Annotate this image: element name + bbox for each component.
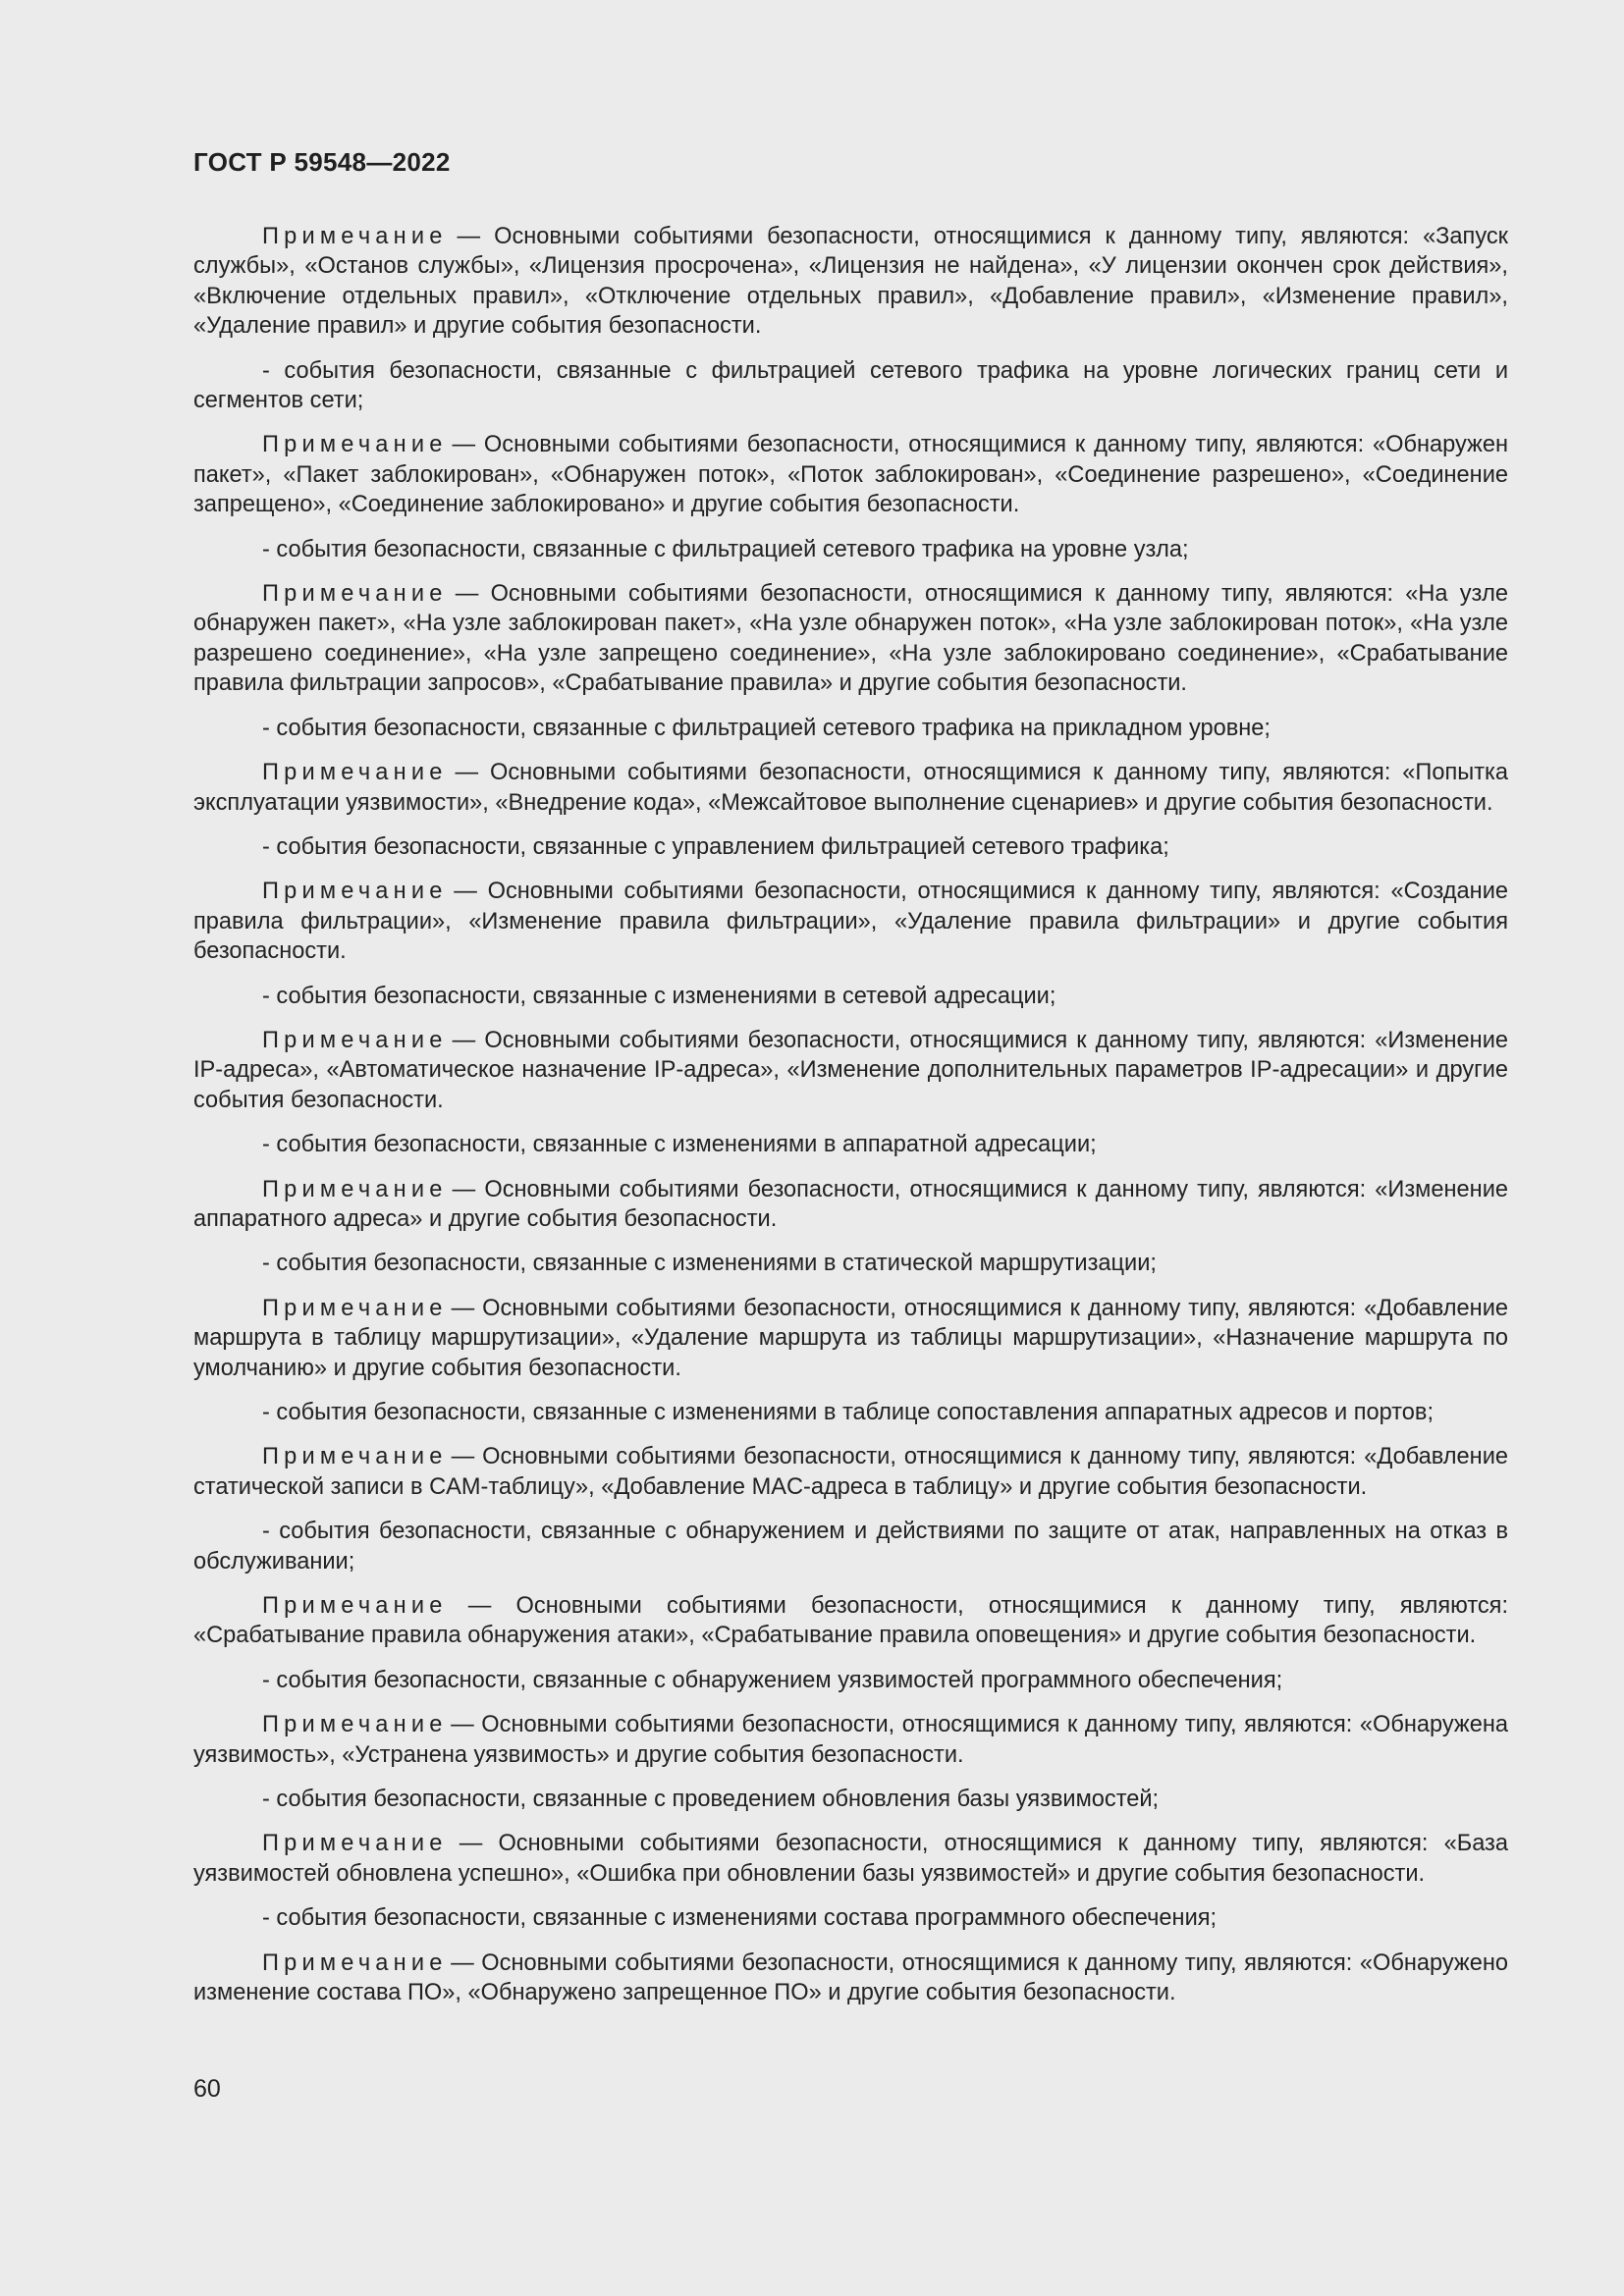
note-text: — Основными событиями безопасности, относящимися к данному типу, являются: «Добавление статической записи в CAM-таблицу», «Добавление MAC-адреса в таблицу» и другие события безопасности. (193, 1444, 1508, 1500)
list-item: - события безопасности, связанные с изменениями в таблице сопоставления аппаратных адресов и портов; (262, 1400, 1435, 1425)
note-paragraph (193, 430, 1508, 519)
note-paragraph (193, 1591, 1508, 1651)
note-label: Примечание (262, 224, 448, 249)
list-item: - события безопасности, связанные с изменениями в аппаратной адресации; (262, 1132, 1097, 1158)
note-paragraph (193, 1294, 1508, 1383)
standard-code-header: ГОСТ Р 59548—2022 (193, 147, 451, 177)
note-text: — Основными событиями безопасности, относящимися к данному типу, являются: «Обнаружен пакет», «Пакет заблокирован», «Обнаружен поток», «Поток заблокирован», «Соединение разрешено», «Соединение запрещено», «Соединение заблокировано» и другие события безопасности. (193, 432, 1508, 518)
note-paragraph (193, 1442, 1508, 1502)
list-item: - события безопасности, связанные с обнаружением и действиями по защите от атак, направленных на отказ в обслуживании; (193, 1519, 1508, 1575)
note-label: Примечание (262, 1444, 448, 1470)
note-paragraph (193, 1829, 1508, 1889)
note-label: Примечание (262, 760, 448, 786)
list-item: - события безопасности, связанные с фильтрацией сетевого трафика на уровне узла; (262, 536, 1189, 562)
list-item: - события безопасности, связанные с управлением фильтрацией сетевого трафика; (262, 833, 1169, 860)
list-item: - события безопасности, связанные с изменениями состава программного обеспечения; (262, 1905, 1218, 1932)
note-paragraph (193, 877, 1508, 966)
note-label: Примечание (262, 1831, 448, 1857)
note-text: — Основными событиями безопасности, относящимися к данному типу, являются: «Срабатывание правила обнаружения атаки», «Срабатывание правила оповещения» и другие события безопасности. (193, 1593, 1508, 1649)
list-item: - события безопасности, связанные с обнаружением уязвимостей программного обеспечения; (262, 1667, 1283, 1693)
note-text: — Основными событиями безопасности, относящимися к данному типу, являются: «Изменение IP-адреса», «Автоматическое назначение IP-адреса», «Изменение дополнительных параметров IP-адресации» и другие события безопасности. (193, 1027, 1508, 1113)
list-item: - события безопасности, связанные с фильтрацией сетевого трафика на прикладном уровне; (262, 715, 1271, 741)
note-label: Примечание (262, 1712, 448, 1738)
note-text: — Основными событиями безопасности, относящимися к данному типу, являются: «Запуск службы», «Останов службы», «Лицензия просрочена», «Лицензия не найдена», «У лицензии окончен срок действия», «Включение отдельных правил», «Отключение отдельных правил», «Добавление правил», «Изменение правил», «Удаление правил» и другие события безопасности. (193, 224, 1508, 340)
list-item: - события безопасности, связанные с проведением обновления базы уязвимостей; (262, 1787, 1160, 1813)
note-paragraph (193, 1710, 1508, 1770)
note-paragraph (193, 1026, 1508, 1115)
note-label: Примечание (262, 1593, 448, 1620)
note-label: Примечание (262, 1176, 448, 1202)
note-paragraph (193, 1949, 1508, 2008)
document-body (193, 222, 1508, 2023)
page-number: 60 (193, 2075, 221, 2103)
note-paragraph (193, 758, 1508, 818)
note-label: Примечание (262, 581, 448, 608)
note-text: — Основными событиями безопасности, относящимися к данному типу, являются: «Обнаружена уязвимость», «Устранена уязвимость» и другие события безопасности. (193, 1712, 1508, 1768)
note-text: — Основными событиями безопасности, относящимися к данному типу, являются: «Добавление маршрута в таблицу маршрутизации», «Удаление маршрута из таблицы маршрутизации», «Назначение маршрута по умолчанию» и другие события безопасности. (193, 1295, 1508, 1381)
note-text: — Основными событиями безопасности, относящимися к данному типу, являются: «База уязвимостей обновлена успешно», «Ошибка при обновлении базы уязвимостей» и другие события безопасности. (193, 1831, 1508, 1887)
note-text: — Основными событиями безопасности, относящимися к данному типу, являются: «Обнаружено изменение состава ПО», «Обнаружено запрещенное ПО» и другие события безопасности. (193, 1949, 1508, 2006)
note-paragraph (193, 222, 1508, 342)
list-item: - события безопасности, связанные с изменениями в сетевой адресации; (262, 983, 1056, 1009)
note-text: — Основными событиями безопасности, относящимися к данному типу, являются: «На узле обнаружен пакет», «На узле заблокирован пакет», «На узле обнаружен поток», «На узле заблокирован поток», «На узле разрешено соединение», «На узле запрещено соединение», «На узле заблокировано соединение», «Срабатывание правила фильтрации запросов», «Срабатывание правила» и другие события безопасности. (193, 581, 1508, 697)
note-label: Примечание (262, 1949, 448, 1976)
list-item: - события безопасности, связанные с изменениями в статической маршрутизации; (262, 1251, 1157, 1277)
note-paragraph (193, 1175, 1508, 1235)
note-label: Примечание (262, 879, 448, 905)
note-text: — Основными событиями безопасности, относящимися к данному типу, являются: «Создание правила фильтрации», «Изменение правила фильтрации», «Удаление правила фильтрации» и другие события безопасности. (193, 879, 1508, 965)
note-paragraph (193, 579, 1508, 699)
note-label: Примечание (262, 1295, 448, 1321)
note-label: Примечание (262, 1027, 448, 1053)
list-item: - события безопасности, связанные с фильтрацией сетевого трафика на уровне логических границ сети и сегментов сети; (193, 357, 1508, 414)
note-text: — Основными событиями безопасности, относящимися к данному типу, являются: «Изменение аппаратного адреса» и другие события безопасности. (193, 1176, 1508, 1232)
note-text: — Основными событиями безопасности, относящимися к данному типу, являются: «Попытка эксплуатации уязвимости», «Внедрение кода», «Межсайтовое выполнение сценариев» и другие события безопасности. (193, 760, 1508, 816)
note-label: Примечание (262, 432, 448, 458)
